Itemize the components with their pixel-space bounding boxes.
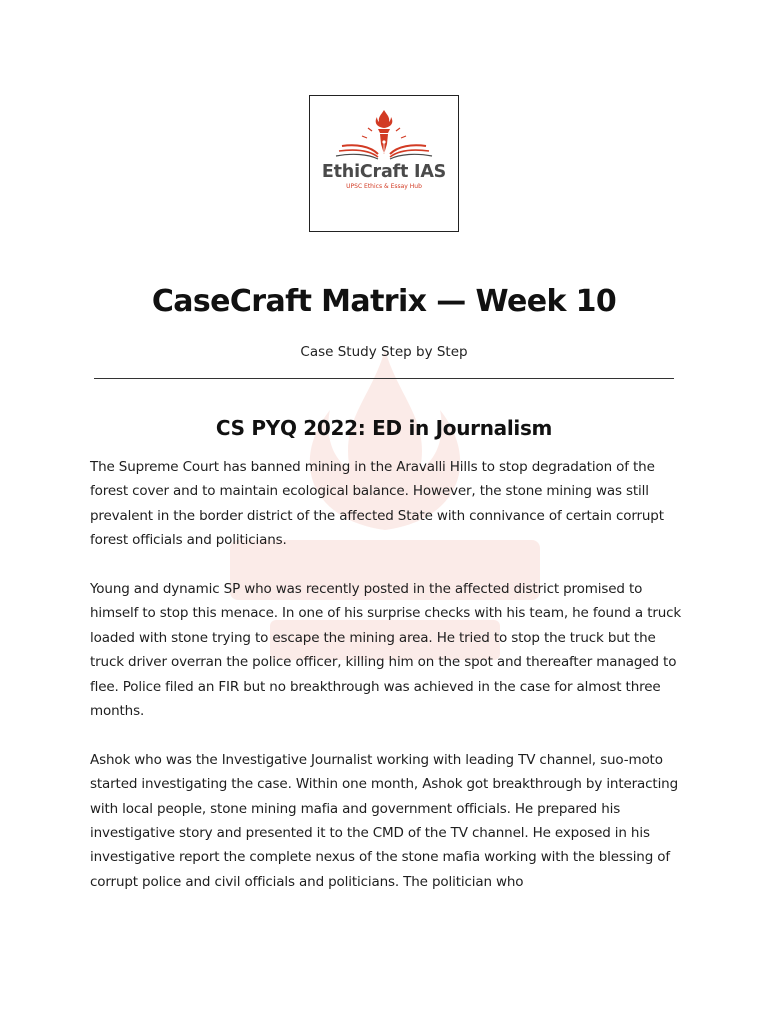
page-subtitle: Case Study Step by Step xyxy=(300,344,468,360)
paragraph: The Supreme Court has banned mining in the Aravalli Hills to stop degradation of the forest cover and to maintain ecological balance. However, the stone mining was still prevalent in the border district of the affected State with connivance of certain corrupt forest officials and politicians. xyxy=(90,459,664,549)
quill-torch-book-icon xyxy=(332,108,436,160)
page-title: CaseCraft Matrix — Week 10 xyxy=(151,284,617,319)
paragraph: Young and dynamic SP who was recently posted in the affected district promised to himself to stop this menace. In one of his surprise checks with his team, he found a truck loaded with stone trying to escape the mining area. He tried to stop the truck but the truck driver overran the police officer, killing him on the spot and thereafter managed to flee. Police filed an FIR but no breakthrough was achieved in the case for almost three months. xyxy=(90,581,682,720)
title-divider xyxy=(94,378,674,379)
case-study-body xyxy=(90,455,682,919)
section-heading: CS PYQ 2022: ED in Journalism xyxy=(215,416,553,440)
logo-tagline: UPSC Ethics & Essay Hub xyxy=(346,183,422,190)
logo-brand-name: EthiCraft IAS xyxy=(321,162,447,182)
paragraph: Ashok who was the Investigative Journalist working with leading TV channel, suo-moto started investigating the case. Within one month, Ashok got breakthrough by interacting with local people, stone mining mafia and government officials. He prepared his investigative story and presented it to the CMD of the TV channel. He exposed in his investigative report the complete nexus of the stone mafia working with the blessing of corrupt police and civil officials and politicians. The politician who xyxy=(90,751,678,890)
logo xyxy=(309,95,459,232)
